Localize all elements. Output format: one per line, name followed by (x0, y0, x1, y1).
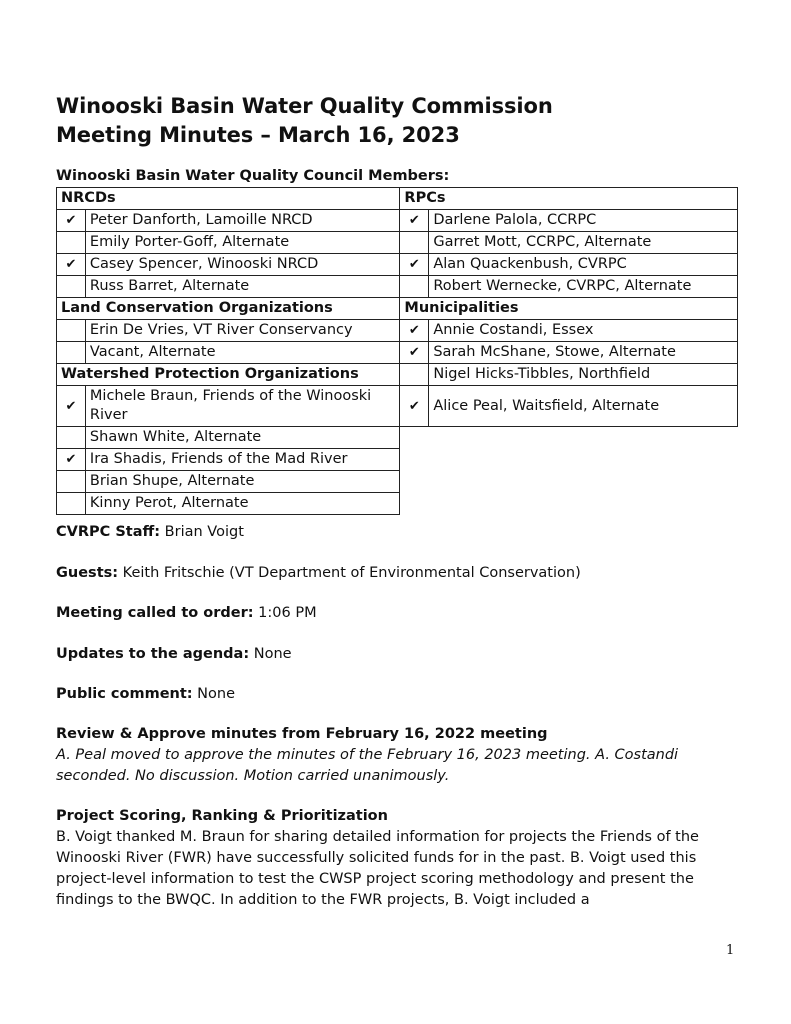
guests-label: Guests: (56, 565, 119, 581)
empty-check-cell (400, 232, 429, 254)
member-name: Garret Mott, CCRPC, Alternate (429, 232, 738, 254)
member-name: Erin De Vries, VT River Conservancy (85, 320, 400, 342)
member-name: Peter Danforth, Lamoille NRCD (85, 210, 400, 232)
project-scoring-section (56, 806, 738, 911)
member-name: Shawn White, Alternate (85, 427, 400, 449)
public-comment-line (56, 684, 738, 705)
table-row (57, 449, 738, 471)
title-line-2: Meeting Minutes – March 16, 2023 (56, 123, 460, 147)
check-icon: ✔ (57, 210, 86, 232)
member-name: Vacant, Alternate (85, 342, 400, 364)
table-row (57, 320, 738, 342)
title-line-1: Winooski Basin Water Quality Commission (56, 94, 553, 118)
empty-check-cell (57, 320, 86, 342)
group-header-municipalities: Municipalities (400, 298, 738, 320)
review-minutes-section (56, 724, 738, 787)
check-icon: ✔ (57, 449, 86, 471)
check-icon: ✔ (57, 386, 86, 427)
agenda-updates-value: None (249, 646, 292, 662)
call-to-order-value: 1:06 PM (253, 605, 317, 621)
member-name: Nigel Hicks-Tibbles, Northfield (429, 364, 738, 386)
member-name: Russ Barret, Alternate (85, 276, 400, 298)
guests-line (56, 563, 738, 584)
table-row (57, 188, 738, 210)
agenda-updates-label: Updates to the agenda: (56, 646, 250, 662)
group-header-rpcs: RPCs (400, 188, 738, 210)
table-row (57, 298, 738, 320)
table-row (57, 386, 738, 427)
member-name: Alice Peal, Waitsfield, Alternate (429, 386, 738, 427)
group-header-nrcds: NRCDs (57, 188, 400, 210)
table-row (57, 427, 738, 449)
table-row (57, 254, 738, 276)
public-comment-label: Public comment: (56, 686, 193, 702)
member-name: Casey Spencer, Winooski NRCD (85, 254, 400, 276)
call-to-order-label: Meeting called to order: (56, 605, 254, 621)
table-row (57, 276, 738, 298)
check-icon: ✔ (57, 254, 86, 276)
empty-check-cell (57, 276, 86, 298)
member-name: Emily Porter-Goff, Alternate (85, 232, 400, 254)
blank-cell (400, 493, 738, 515)
staff-line (56, 522, 738, 543)
table-row (57, 364, 738, 386)
blank-cell (400, 449, 738, 471)
member-name: Ira Shadis, Friends of the Mad River (85, 449, 400, 471)
table-row (57, 471, 738, 493)
staff-label: CVRPC Staff: (56, 524, 161, 540)
guests-value: Keith Fritschie (VT Department of Environmental Conservation) (118, 565, 581, 581)
member-name: Darlene Palola, CCRPC (429, 210, 738, 232)
empty-check-cell (57, 342, 86, 364)
empty-check-cell (57, 232, 86, 254)
member-name: Kinny Perot, Alternate (85, 493, 400, 515)
group-header-land-conservation: Land Conservation Organizations (57, 298, 400, 320)
table-row (57, 232, 738, 254)
review-minutes-text: A. Peal moved to approve the minutes of the February 16, 2023 meeting. A. Costandi seconded. No discussion. Motion carried unanimously. (56, 747, 679, 784)
check-icon: ✔ (400, 210, 429, 232)
council-members-table (56, 187, 738, 515)
page-number: 1 (726, 943, 735, 958)
review-minutes-heading: Review & Approve minutes from February 16, 2022 meeting (56, 726, 548, 742)
project-scoring-heading: Project Scoring, Ranking & Prioritization (56, 808, 388, 824)
table-row (57, 210, 738, 232)
staff-value: Brian Voigt (160, 524, 244, 540)
check-icon: ✔ (400, 254, 429, 276)
blank-cell (400, 471, 738, 493)
check-icon: ✔ (400, 320, 429, 342)
empty-check-cell (57, 493, 86, 515)
empty-check-cell (57, 471, 86, 493)
check-icon: ✔ (400, 342, 429, 364)
empty-check-cell (57, 427, 86, 449)
member-name: Robert Wernecke, CVRPC, Alternate (429, 276, 738, 298)
document-title (56, 92, 553, 150)
empty-check-cell (400, 276, 429, 298)
project-scoring-text: B. Voigt thanked M. Braun for sharing detailed information for projects the Friends of the Winooski River (FWR) have successfully solicited funds for in the past. B. Voigt used this project-level information to test the CWSP project scoring methodology and present the findings to the BWQC. In addition to the FWR projects, B. Voigt included a (56, 829, 699, 908)
call-to-order-line (56, 603, 738, 624)
blank-cell (400, 427, 738, 449)
member-name: Sarah McShane, Stowe, Alternate (429, 342, 738, 364)
group-header-watershed-protection: Watershed Protection Organizations (57, 364, 400, 386)
member-name: Michele Braun, Friends of the Winooski River (85, 386, 400, 427)
member-name: Alan Quackenbush, CVRPC (429, 254, 738, 276)
member-name: Brian Shupe, Alternate (85, 471, 400, 493)
agenda-updates-line (56, 644, 738, 665)
empty-check-cell (400, 364, 429, 386)
table-row (57, 493, 738, 515)
member-name: Annie Costandi, Essex (429, 320, 738, 342)
check-icon: ✔ (400, 386, 429, 427)
public-comment-value: None (192, 686, 236, 702)
table-row (57, 342, 738, 364)
council-members-heading: Winooski Basin Water Quality Council Members: (56, 168, 450, 184)
